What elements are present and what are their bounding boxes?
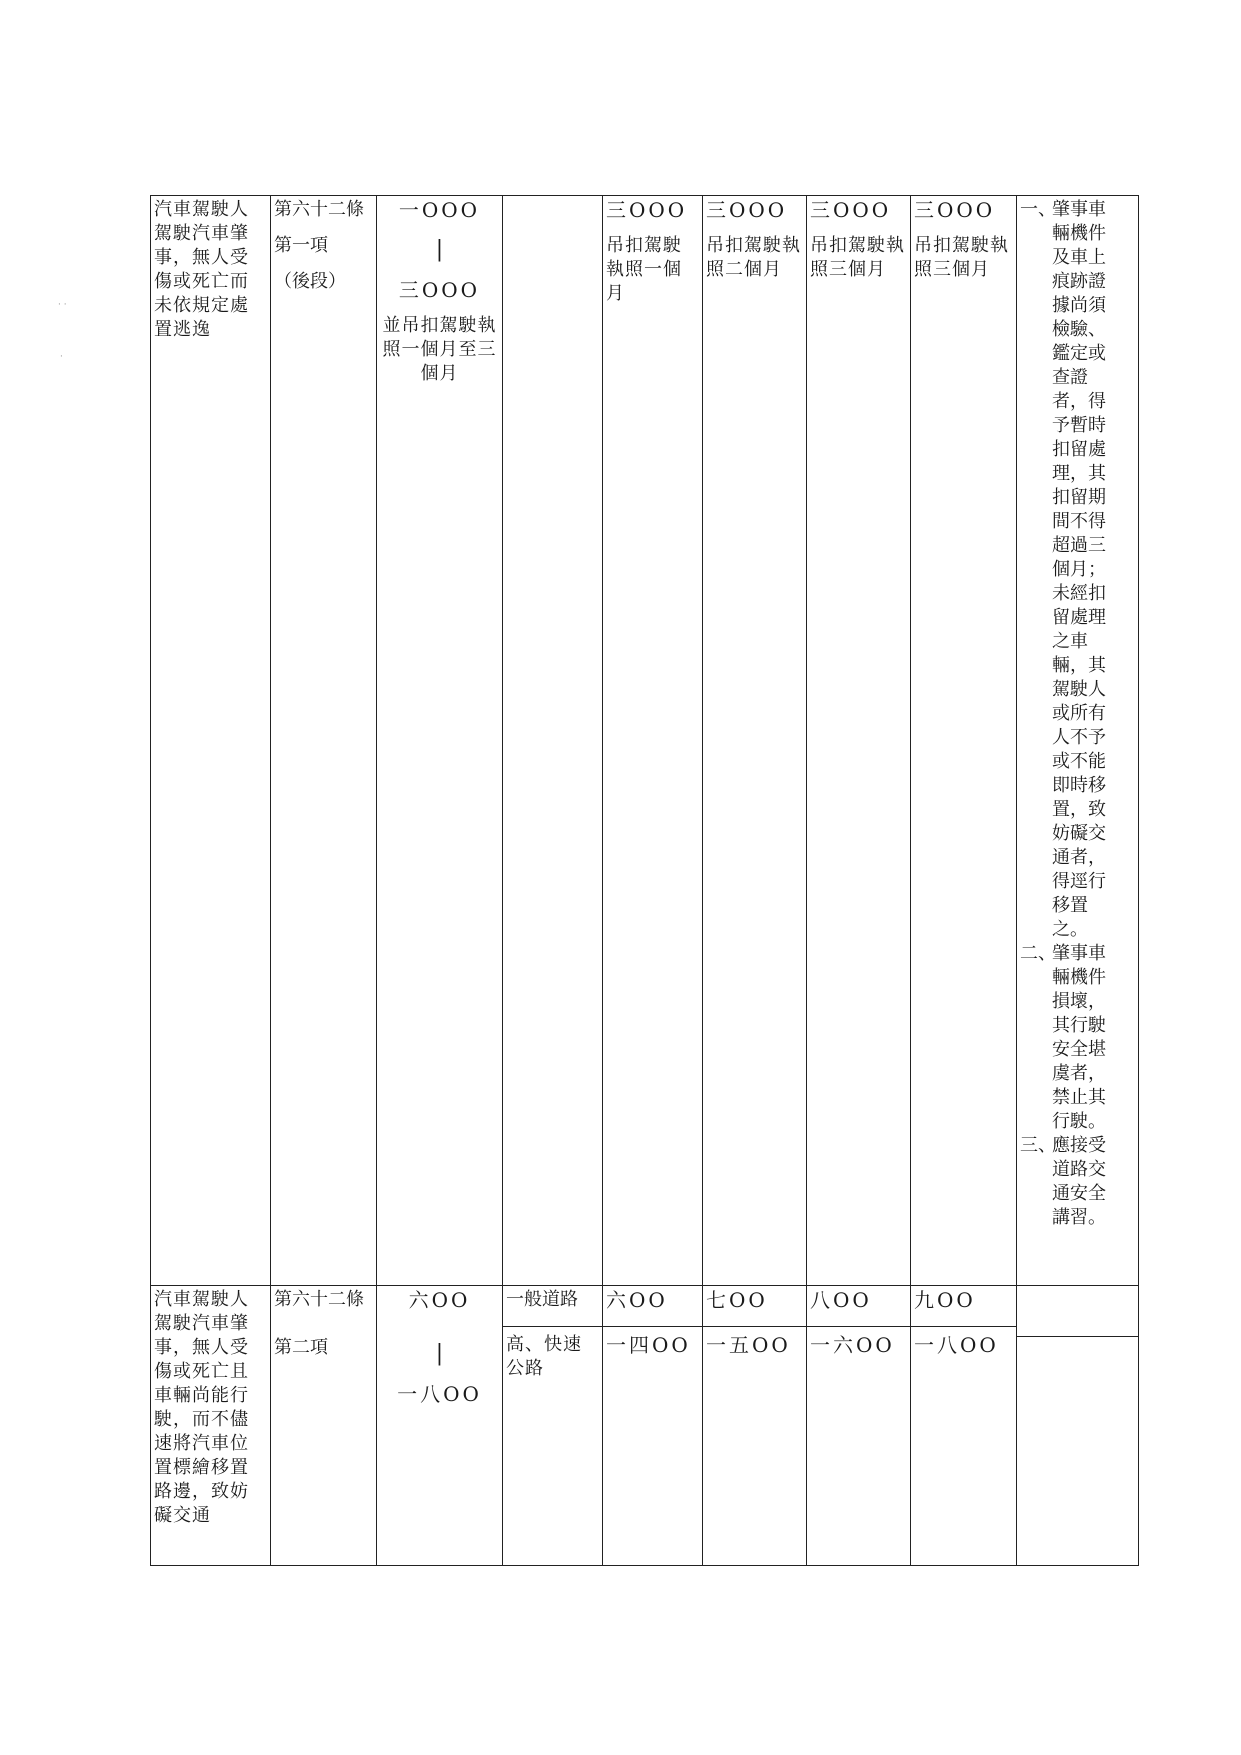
range-min: 六OO	[408, 1288, 471, 1312]
clause-text: 第一項	[274, 235, 328, 256]
range-cell	[377, 196, 503, 1286]
article-cell	[271, 196, 377, 1286]
note-number: 三、	[1020, 1135, 1056, 1156]
notes-divider	[1017, 1336, 1138, 1343]
fine-highway: 一五OO	[703, 1326, 806, 1357]
range-bar: |	[435, 237, 444, 262]
table-row	[151, 196, 1139, 1286]
violation-text: 汽車駕駛人 駕駛汽車肇 事，無人受 傷或死亡而 未依規定處 置逃逸	[154, 199, 249, 340]
fine-general: 七OO	[706, 1288, 768, 1312]
note-text: 應接受 道路交 通安全 講習。	[1052, 1135, 1106, 1228]
violation-cell	[151, 1286, 271, 1566]
fine-general: 九OO	[914, 1288, 976, 1312]
range-max: 三OOO	[398, 278, 481, 302]
range-extra: 並吊扣駕駛執 照一個月至三 個月	[382, 315, 497, 384]
violation-cell	[151, 196, 271, 1286]
note-item	[1020, 198, 1135, 942]
fine-cell	[911, 196, 1017, 1286]
scan-speck: ·	[60, 352, 63, 362]
note-number: 二、	[1020, 943, 1056, 964]
road-highway: 高、快速 公路	[503, 1326, 602, 1381]
road-cell	[503, 1286, 603, 1566]
range-bar: |	[435, 1341, 444, 1366]
road-general: 一般道路	[506, 1289, 578, 1310]
range-min: 一OOO	[398, 198, 481, 222]
note-text: 肇事車 輛機件 及車上 痕跡證 據尚須 檢驗、 鑑定或 查證 者，得 予暫時 扣留處 理，其 扣留期 間不得 超過三 個月； 未經扣 留處理 之車 輛，其 駕駛人 或所有 人不予 或不能 即時移 置，致 妨礙交 通者， 得逕行 移置 之。	[1052, 199, 1106, 940]
clause-note: （後段）	[274, 271, 346, 292]
fine-amount: 三OOO	[810, 198, 892, 222]
fine-general: 六OO	[606, 1288, 668, 1312]
table-row	[151, 1286, 1139, 1566]
fine-extra: 吊扣駕駛執 照二個月	[706, 235, 801, 280]
fine-cell	[911, 1286, 1017, 1566]
clause-text: 第二項	[274, 1337, 328, 1358]
fine-cell	[603, 1286, 703, 1566]
fine-extra: 吊扣駕駛執 照三個月	[810, 235, 905, 280]
article-cell	[271, 1286, 377, 1566]
fine-cell	[703, 196, 807, 1286]
note-item	[1020, 1134, 1135, 1230]
fine-extra: 吊扣駕駛 執照一個 月	[606, 235, 682, 304]
fine-highway: 一四OO	[603, 1326, 702, 1357]
fine-cell	[703, 1286, 807, 1566]
violation-text: 汽車駕駛人 駕駛汽車肇 事，無人受 傷或死亡且 車輛尚能行 駛，而不儘 速將汽車位 置標繪移置 路邊，致妨 礙交通	[154, 1289, 249, 1526]
range-max: 一八OO	[397, 1382, 482, 1406]
notes-cell	[1017, 1286, 1139, 1566]
fine-amount: 三OOO	[914, 198, 996, 222]
note-item	[1020, 942, 1135, 1134]
fine-highway: 一八OO	[911, 1326, 1016, 1357]
road-cell	[503, 196, 603, 1286]
fine-extra: 吊扣駕駛執 照三個月	[914, 235, 1009, 280]
fine-cell	[807, 196, 911, 1286]
article-text: 第六十二條	[274, 199, 364, 220]
notes-cell	[1017, 196, 1139, 1286]
scan-speck: · ·	[58, 300, 67, 310]
fine-table	[150, 195, 1139, 1566]
fine-highway: 一六OO	[807, 1326, 910, 1357]
range-cell	[377, 1286, 503, 1566]
article-text: 第六十二條	[274, 1289, 364, 1310]
fine-amount: 三OOO	[706, 198, 788, 222]
note-number: 一、	[1020, 199, 1056, 220]
fine-amount: 三OOO	[606, 198, 688, 222]
fine-cell	[603, 196, 703, 1286]
note-text: 肇事車 輛機件 損壞， 其行駛 安全堪 虞者， 禁止其 行駛。	[1052, 943, 1106, 1132]
fine-general: 八OO	[810, 1288, 872, 1312]
fine-cell	[807, 1286, 911, 1566]
